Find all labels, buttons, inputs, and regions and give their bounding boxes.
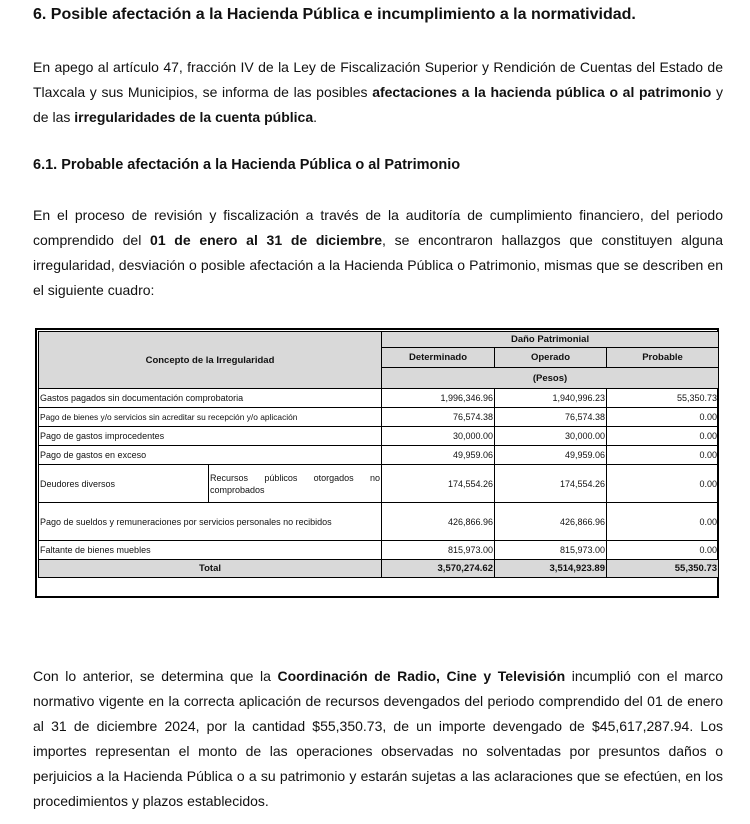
row-subconcept: Recursos públicos otorgados no comprobados [209, 465, 382, 503]
concept-header: Concepto de la Irregularidad [39, 332, 382, 389]
table-row [39, 541, 719, 560]
row-concept: Pago de bienes y/o servicios sin acreditar su recepción y/o aplicación [39, 408, 382, 427]
row-operado: 76,574.38 [495, 408, 607, 427]
row-probable: 0.00 [607, 427, 719, 446]
row-concept: Pago de sueldos y remuneraciones por servicios personales no recibidos [39, 503, 382, 541]
intro-paragraph: En apego al artículo 47, fracción IV de la Ley de Fiscalización Superior y Rendición de Cuentas del Estado de Tlaxcala y sus Municipios, se informa de las posibles afectaciones a la hacienda pública o al patrimonio y de las irregularidades de la cuenta pública. [33, 59, 724, 125]
process-paragraph: En el proceso de revisión y fiscalización a través de la auditoría de cumplimiento financiero, del periodo comprendido del 01 de enero al 31 de diciembre, se encontraron hallazgos que constituyen alguna irregularidad, desviación o posible afectación a la Hacienda Pública o Patrimonio, mismas que se describen en el siguiente cuadro: [33, 207, 723, 298]
row-probable: 0.00 [607, 408, 719, 427]
section-title: 6. Posible afectación a la Hacienda Pública e incumplimiento a la normatividad. [33, 6, 636, 23]
table-row [39, 465, 719, 503]
subsection-title: 6.1. Probable afectación a la Hacienda Pública o al Patrimonio [33, 157, 461, 173]
row-concept: Pago de gastos en exceso [39, 446, 382, 465]
damage-group-header: Daño Patrimonial [382, 332, 719, 348]
row-determinado: 30,000.00 [382, 427, 495, 446]
row-operado: 815,973.00 [495, 541, 607, 560]
table-row [39, 446, 719, 465]
row-determinado: 174,554.26 [382, 465, 495, 503]
row-concept: Faltante de bienes muebles [39, 541, 382, 560]
col-determinado: Determinado [382, 348, 495, 368]
row-operado: 49,959.06 [495, 446, 607, 465]
row-operado: 30,000.00 [495, 427, 607, 446]
col-operado: Operado [495, 348, 607, 368]
table-row [39, 427, 719, 446]
total-probable: 55,350.73 [607, 560, 719, 578]
row-determinado: 1,996,346.96 [382, 389, 495, 408]
row-operado: 426,866.96 [495, 503, 607, 541]
row-probable: 0.00 [607, 503, 719, 541]
row-operado: 1,940,996.23 [495, 389, 607, 408]
col-probable: Probable [607, 348, 719, 368]
row-probable: 0.00 [607, 446, 719, 465]
row-determinado: 49,959.06 [382, 446, 495, 465]
row-concept: Gastos pagados sin documentación comprobatoria [39, 389, 382, 408]
total-determinado: 3,570,274.62 [382, 560, 495, 578]
row-probable: 0.00 [607, 465, 719, 503]
row-probable: 55,350.73 [607, 389, 719, 408]
damage-table [38, 331, 719, 578]
row-concept: Pago de gastos improcedentes [39, 427, 382, 446]
total-label: Total [39, 560, 382, 578]
total-operado: 3,514,923.89 [495, 560, 607, 578]
row-determinado: 815,973.00 [382, 541, 495, 560]
units-header: (Pesos) [382, 368, 719, 389]
table-row [39, 408, 719, 427]
row-determinado: 76,574.38 [382, 408, 495, 427]
conclusion-paragraph: Con lo anterior, se determina que la Coordinación de Radio, Cine y Televisión incumplió con el marco normativo vigente en la correcta aplicación de recursos devengados del periodo comprendido del 01 de enero al 31 de diciembre 2024, por la cantidad $55,350.73, de un importe devengado de $45,617,287.94. Los importes representan el monto de las operaciones observadas no solventadas por presuntos daños o perjuicios a la Hacienda Pública o a su patrimonio y estarán sujetas a las aclaraciones que se efectúen, en los procedimientos y plazos establecidos. [33, 668, 723, 809]
total-row [39, 560, 719, 578]
row-concept: Deudores diversos [39, 465, 209, 503]
row-determinado: 426,866.96 [382, 503, 495, 541]
row-probable: 0.00 [607, 541, 719, 560]
table-row [39, 503, 719, 541]
row-operado: 174,554.26 [495, 465, 607, 503]
table-row [39, 389, 719, 408]
